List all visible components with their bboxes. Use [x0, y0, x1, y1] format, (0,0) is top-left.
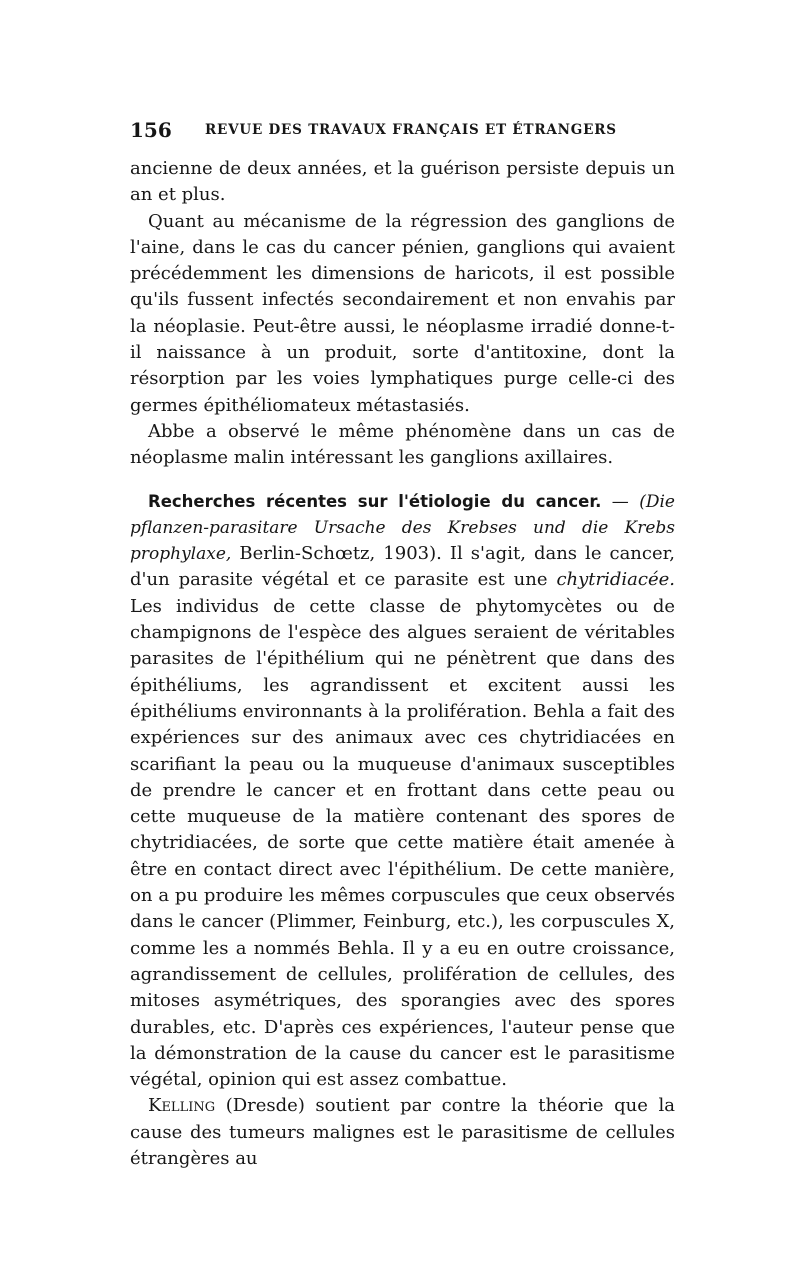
section-body: Les individus de cette classe de phytomycètes ou de champignons de l'espèce des algues seraient de véritables parasites de l'épithélium qui ne pénètrent que dans des épithéliums, les agrandissent et excitent aussi les épithéliums environnants à la prolifération. Behla a fait des expériences sur des animaux avec ces chytridiacées en scarifiant la peau ou la muqueuse d'animaux susceptibles de prendre le cancer et en frottant dans cette peau ou cette muqueuse de la matière contenant des spores de chytridiacées, de sorte que cette matière était amenée à être en contact direct avec l'épithélium. De cette manière, on a pu produire les mêmes corpuscules que ceux observés dans le cancer (Plimmer, Feinburg, etc.), les corpuscules X, comme les a nommés Behla. Il y a eu en outre croissance, agrandissement de cellules, prolifération de cellules, des mitoses asymétriques, des sporangies avec des spores durables, etc. D'après ces expériences, l'auteur pense que la démonstration de la cause du cancer est le parasitisme végétal, opinion qui est assez combattue.	[130, 595, 675, 1091]
author-name: Kelling	[148, 1095, 216, 1117]
section-paragraph	[130, 489, 675, 1094]
running-title: REVUE DES TRAVAUX FRANÇAIS ET ÉTRANGERS	[205, 122, 617, 138]
paragraph-continuation: ancienne de deux années, et la guérison persiste depuis un an et plus.	[130, 158, 675, 206]
paragraph-mechanism: Quant au mécanisme de la régression des ganglions de l'aine, dans le cas du cancer pénien, ganglions qui avaient précédemment les dimensions de haricots, il est possible qu'ils fussent infectés secondairement et non envahis par la néoplasie. Peut-être aussi, le néoplasme irradié donne-t-il naissance à un produit, sorte d'antitoxine, dont la résorption par les voies lymphatiques purge celle-ci des germes épithéliomateux métastasiés.	[130, 210, 675, 416]
reference-title: — (Die pflanzen-parasitare Ursache des Krebses und die Krebs prophylaxe,	[130, 491, 675, 565]
reference-place: Berlin-Schœtz, 1903). Il s'agit, dans le cancer, d'un parasite végétal et ce parasite est une	[130, 543, 675, 591]
term-chytridiacee: chytridiacée.	[556, 569, 675, 591]
section-title: Recherches récentes sur l'étiologie du cancer.	[148, 491, 602, 511]
page-header	[130, 118, 675, 144]
paragraph-abbe: Abbe a observé le même phénomène dans un cas de néoplasme malin intéressant les ganglions axillaires.	[130, 420, 675, 469]
page-number: 156	[130, 118, 172, 142]
kelling-text: (Dresde) soutient par contre la théorie que la cause des tumeurs malignes est le parasitisme de cellules étrangères au	[130, 1095, 675, 1169]
paragraph-kelling	[130, 1093, 675, 1172]
body-text	[130, 156, 675, 1172]
